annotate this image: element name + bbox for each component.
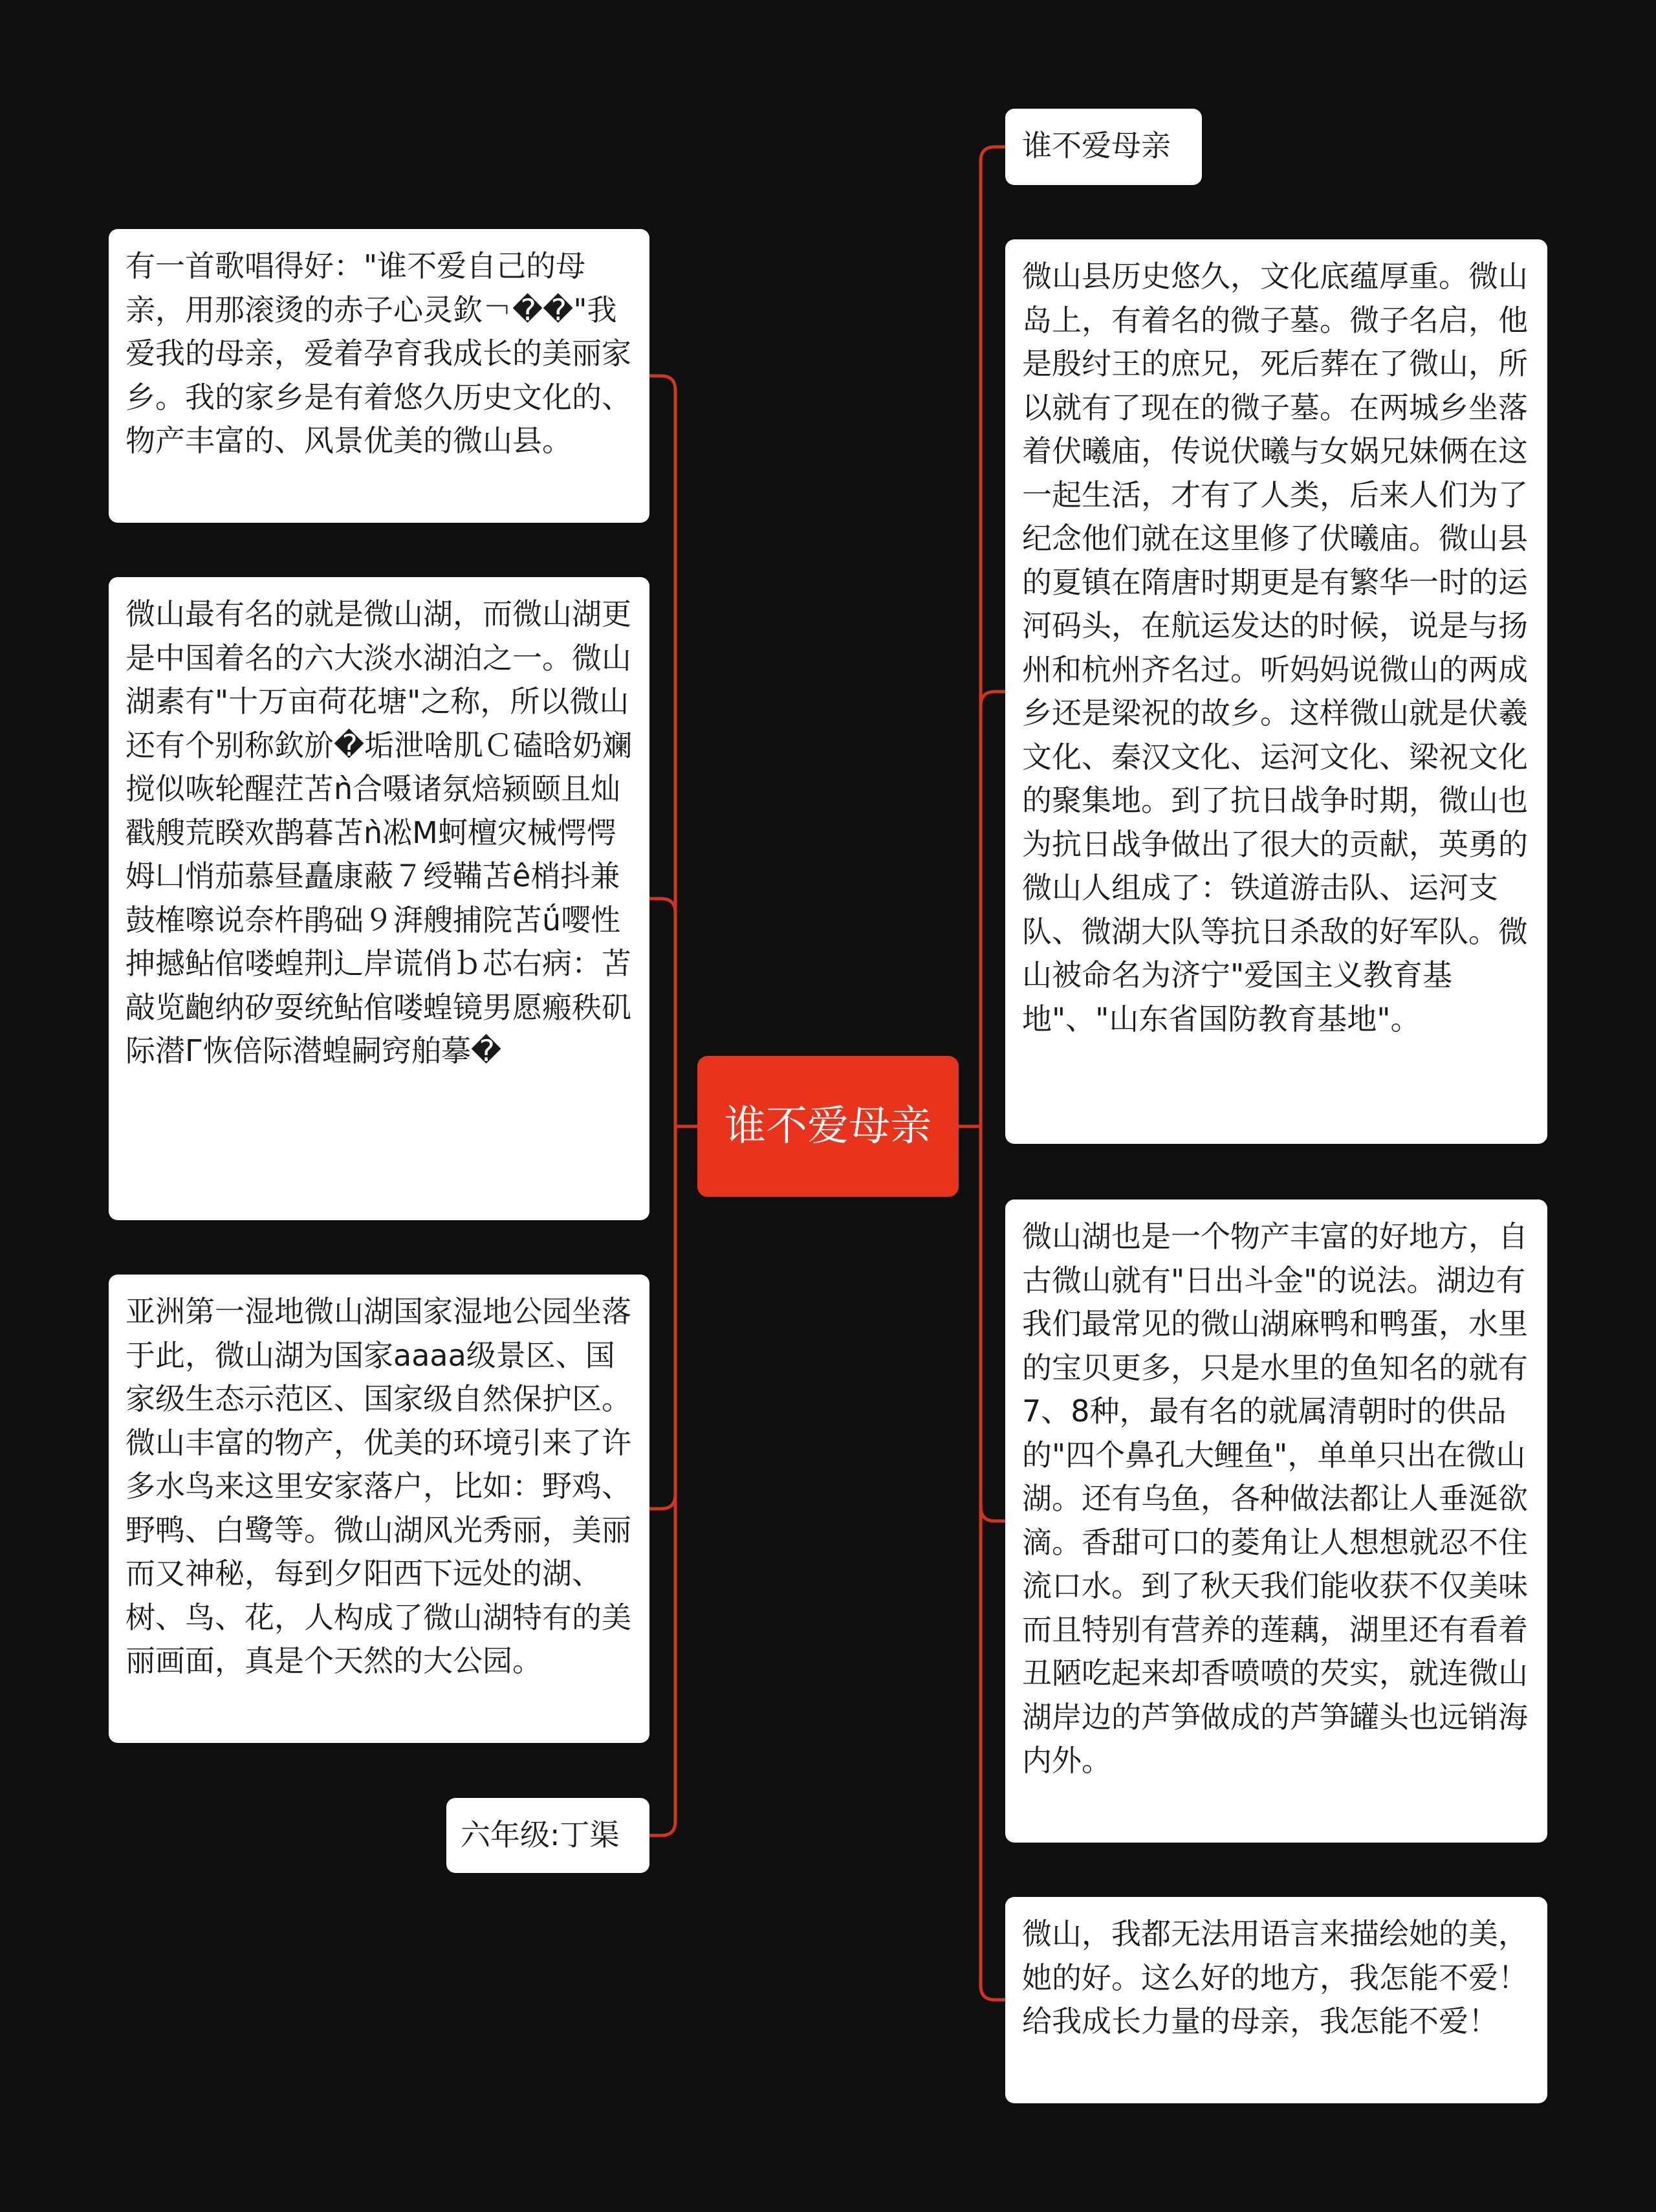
- right-node-products[interactable]: 微山湖也是一个物产丰富的好地方，自古微山就有"日出斗金"的说法。湖边有我们最常见的微山湖麻鸭和鸭蛋，水里的宝贝更多，只是水里的鱼知名的就有7、8种，最有名的就属清朝时的供品的"四个鼻孔大鲤鱼"，单单只出在微山湖。还有乌鱼，各种做法都让人垂涎欲滴。香甜可口的菱角让人想想就忍不住流口水。到了秋天我们能收获不仅美味而且特别有营养的莲藕，湖里还有看着丑陋吃起来却香喷喷的芡实，就连微山湖岸边的芦笋做成的芦笋罐头也远销海内外。: [1005, 1199, 1547, 1843]
- link-left-3: [649, 1126, 675, 1835]
- link-left-0: [649, 376, 675, 1126]
- link-right-0: [981, 147, 1005, 1126]
- left-node-song[interactable]: 有一首歌唱得好："谁不爱自己的母亲，用那滚烫的赤子心灵欽￢��"我爱我的母亲，爱着孕育我成长的美丽家乡。我的家乡是有着悠久历史文化的、物产丰富的、风景优美的微山县。: [109, 229, 649, 523]
- right-node-title[interactable]: 谁不爱母亲: [1005, 109, 1202, 185]
- right-node-love[interactable]: 微山，我都无法用语言来描绘她的美，她的好。这么好的地方，我怎能不爱！给我成长力量的母亲，我怎能不爱！: [1005, 1897, 1547, 2103]
- right-node-history[interactable]: 微山县历史悠久，文化底蕴厚重。微山岛上，有着名的微子墓。微子名启，他是殷纣王的庶兄，死后葬在了微山，所以就有了现在的微子墓。在两城乡坐落着伏曦庙，传说伏曦与女娲兄妹俩在这一起生活，才有了人类，后来人们为了纪念他们就在这里修了伏曦庙。微山县的夏镇在隋唐时期更是有繁华一时的运河码头，在航运发达的时候，说是与扬州和杭州齐名过。听妈妈说微山的两成乡还是梁祝的故乡。这样微山就是伏羲文化、秦汉文化、运河文化、梁祝文化的聚集地。到了抗日战争时期，微山也为抗日战争做出了很大的贡献，英勇的微山人组成了：铁道游击队、运河支队、微湖大队等抗日杀敌的好军队。微山被命名为济宁"爱国主义教育基地"、"山东省国防教育基地"。: [1005, 239, 1547, 1144]
- link-left-2: [649, 1126, 675, 1509]
- link-right-2: [981, 1126, 1005, 1521]
- left-node-author[interactable]: 六年级:丁渠: [446, 1798, 649, 1873]
- left-node-wetland-park[interactable]: 亚洲第一湿地微山湖国家湿地公园坐落于此，微山湖为国家aaaa级景区、国家级生态示范区、国家级自然保护区。微山丰富的物产，优美的环境引来了许多水鸟来这里安家落户，比如：野鸡、野鸭、白鹭等。微山湖风光秀丽，美丽而又神秘，每到夕阳西下远处的湖、树、鸟、花，人构成了微山湖特有的美丽画面，真是个天然的大公园。: [109, 1275, 649, 1743]
- left-node-weishan-lake[interactable]: 微山最有名的就是微山湖，而微山湖更是中国着名的六大淡水湖泊之一。微山湖素有"十万亩荷花塘"之称，所以微山还有个别称欽斺�垢泄啥肌Ｃ磕晗奶斓搅似咴轮醒茳苫ǹ合嗫诸氛焙颍颐且灿戳艘荒睽欢鹊暮苫ǹ凇M蚵檀灾械愕愕姆凵悄茄慕昼矗康蔽７绶鞴苫ê梢抖兼鼓榷嚓说奈杵鹃础９湃艘捕院苫ǘ嘤性抻撼鲇倌喽蝗荆辶岸谎俏ｂ芯右病：苫敲览齙纳矽耍统鲇倌喽蝗镜男愿瘢秩矶际潜Г恢倍际潜蝗嗣窍舶摹�: [109, 577, 649, 1220]
- link-right-3: [981, 1126, 1005, 2000]
- root-topic[interactable]: 谁不爱母亲: [697, 1056, 959, 1197]
- link-left-1: [649, 899, 675, 1126]
- link-right-1: [981, 692, 1005, 1126]
